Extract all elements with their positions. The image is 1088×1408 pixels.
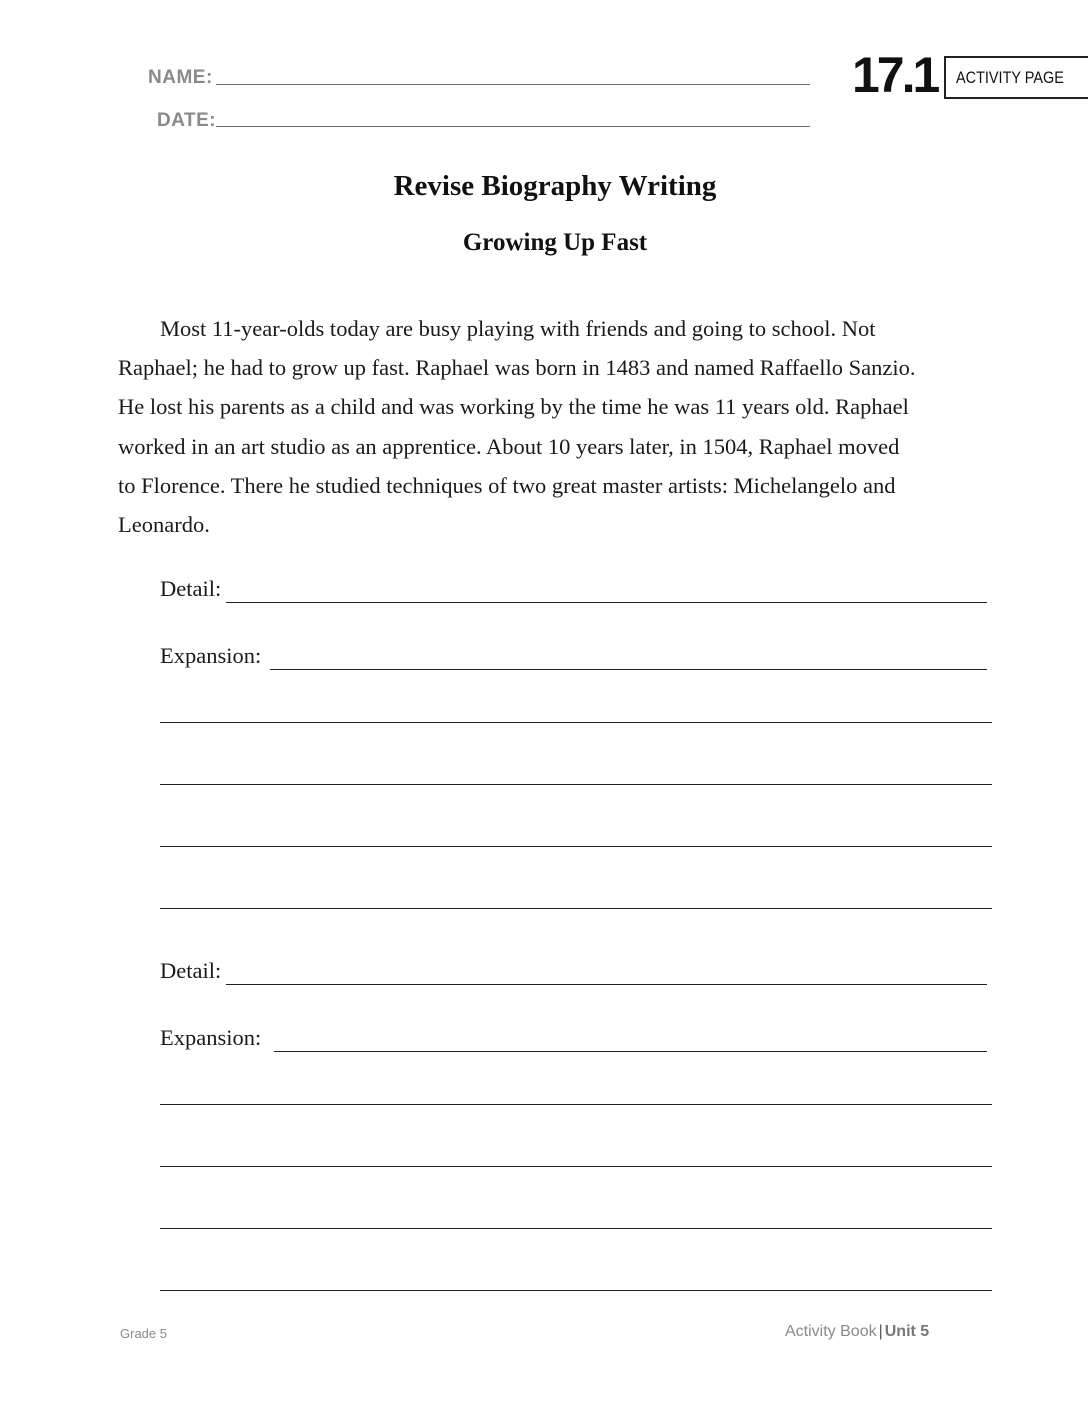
detail-answer-line-2[interactable] bbox=[226, 984, 987, 985]
activity-page-badge bbox=[944, 56, 1088, 99]
page-subtitle: Growing Up Fast bbox=[462, 229, 648, 256]
writing-line[interactable] bbox=[160, 784, 992, 785]
writing-line[interactable] bbox=[160, 1290, 992, 1291]
date-label: DATE: bbox=[157, 110, 217, 131]
passage-line: He lost his parents as a child and was working by the time he was 11 years old. Raphael bbox=[118, 394, 909, 420]
activity-number: 17.1 bbox=[852, 47, 938, 103]
writing-line[interactable] bbox=[160, 722, 992, 723]
date-field-line[interactable] bbox=[216, 126, 810, 127]
expansion-answer-line-2[interactable] bbox=[274, 1051, 987, 1052]
writing-line[interactable] bbox=[160, 1166, 992, 1167]
page-title: Revise Biography Writing bbox=[393, 170, 717, 202]
writing-line[interactable] bbox=[160, 908, 992, 909]
footer-separator: | bbox=[878, 1323, 883, 1340]
footer-book-info bbox=[785, 1323, 929, 1341]
passage-line: worked in an art studio as an apprentice. About 10 years later, in 1504, Raphael moved bbox=[118, 433, 900, 459]
name-field-line[interactable] bbox=[216, 84, 810, 85]
biography-passage bbox=[118, 309, 998, 544]
name-label: NAME: bbox=[148, 67, 213, 88]
expansion-label-2: Expansion: bbox=[160, 1025, 262, 1050]
detail-answer-line-1[interactable] bbox=[226, 602, 987, 603]
writing-line[interactable] bbox=[160, 1228, 992, 1229]
footer-unit: Unit 5 bbox=[884, 1323, 930, 1340]
detail-label-2: Detail: bbox=[160, 958, 222, 983]
activity-page-label: ACTIVITY PAGE bbox=[956, 68, 1064, 87]
passage-line: Raphael; he had to grow up fast. Raphael was born in 1483 and named Raffaello Sanzio. bbox=[118, 355, 916, 381]
passage-line: to Florence. There he studied techniques of two great master artists: Michelangelo and bbox=[118, 472, 896, 498]
expansion-answer-line-1[interactable] bbox=[270, 669, 987, 670]
passage-line: Leonardo. bbox=[118, 512, 210, 538]
expansion-label-1: Expansion: bbox=[160, 643, 262, 668]
detail-label-1: Detail: bbox=[160, 576, 222, 601]
footer-grade: Grade 5 bbox=[120, 1326, 167, 1341]
writing-line[interactable] bbox=[160, 846, 992, 847]
passage-line: Most 11-year-olds today are busy playing with friends and going to school. Not bbox=[160, 316, 876, 341]
footer-book-title: Activity Book bbox=[785, 1323, 877, 1340]
writing-line[interactable] bbox=[160, 1104, 992, 1105]
